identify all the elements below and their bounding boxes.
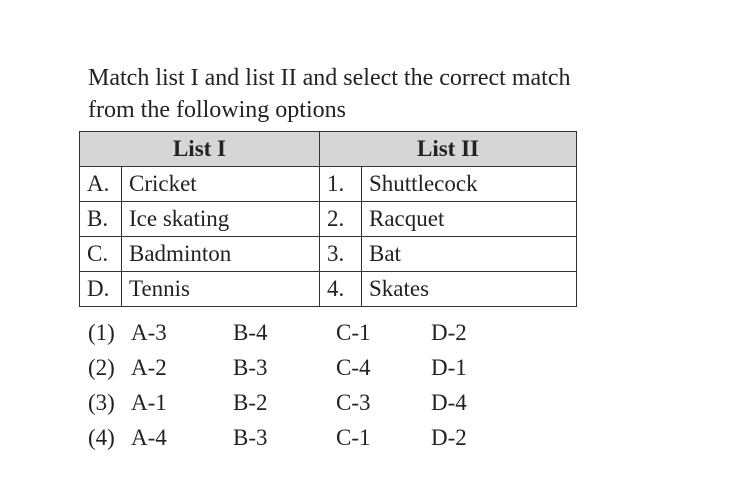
list-2-key: 1. <box>320 167 362 202</box>
question-line-2: from the following options <box>88 97 346 123</box>
option-number: (3) <box>88 390 115 415</box>
option-number: (1) <box>88 320 115 345</box>
table-header-row <box>80 132 577 167</box>
list-2-item: Skates <box>362 272 577 307</box>
list-2-item: Shuttlecock <box>362 167 577 202</box>
option-match-d: D-1 <box>431 355 467 380</box>
match-table <box>79 131 577 307</box>
list-1-key: C. <box>80 237 122 272</box>
table-row <box>80 272 577 307</box>
option-match-c: C-1 <box>336 320 371 345</box>
option-number: (4) <box>88 425 115 450</box>
list-1-item: Cricket <box>122 167 320 202</box>
option-match-d: D-4 <box>431 390 467 415</box>
list-1-item: Ice skating <box>122 202 320 237</box>
table-row <box>80 167 577 202</box>
table-row <box>80 202 577 237</box>
list-1-key: A. <box>80 167 122 202</box>
option-match-b: B-3 <box>233 425 268 450</box>
option-match-c: C-1 <box>336 425 371 450</box>
list-2-key: 4. <box>320 272 362 307</box>
list-1-item: Badminton <box>122 237 320 272</box>
list-1-key: D. <box>80 272 122 307</box>
list-2-key: 2. <box>320 202 362 237</box>
option-match-d: D-2 <box>431 320 467 345</box>
option-match-b: B-3 <box>233 355 268 380</box>
option-match-c: C-3 <box>336 390 371 415</box>
option-number: (2) <box>88 355 115 380</box>
list-2-item: Racquet <box>362 202 577 237</box>
option-match-a: A-2 <box>131 355 167 380</box>
list-2-item: Bat <box>362 237 577 272</box>
option-match-b: B-2 <box>233 390 268 415</box>
option-match-b: B-4 <box>233 320 268 345</box>
option-match-c: C-4 <box>336 355 371 380</box>
option-match-a: A-4 <box>131 425 167 450</box>
list-2-key: 3. <box>320 237 362 272</box>
question-text <box>88 62 688 126</box>
list-2-header: List II <box>320 132 577 167</box>
option-match-a: A-3 <box>131 320 167 345</box>
option-match-d: D-2 <box>431 425 467 450</box>
list-1-header: List I <box>80 132 320 167</box>
table-row <box>80 237 577 272</box>
list-1-item: Tennis <box>122 272 320 307</box>
question-line-1: Match list I and list II and select the correct match <box>88 65 571 91</box>
list-1-key: B. <box>80 202 122 237</box>
option-match-a: A-1 <box>131 390 167 415</box>
